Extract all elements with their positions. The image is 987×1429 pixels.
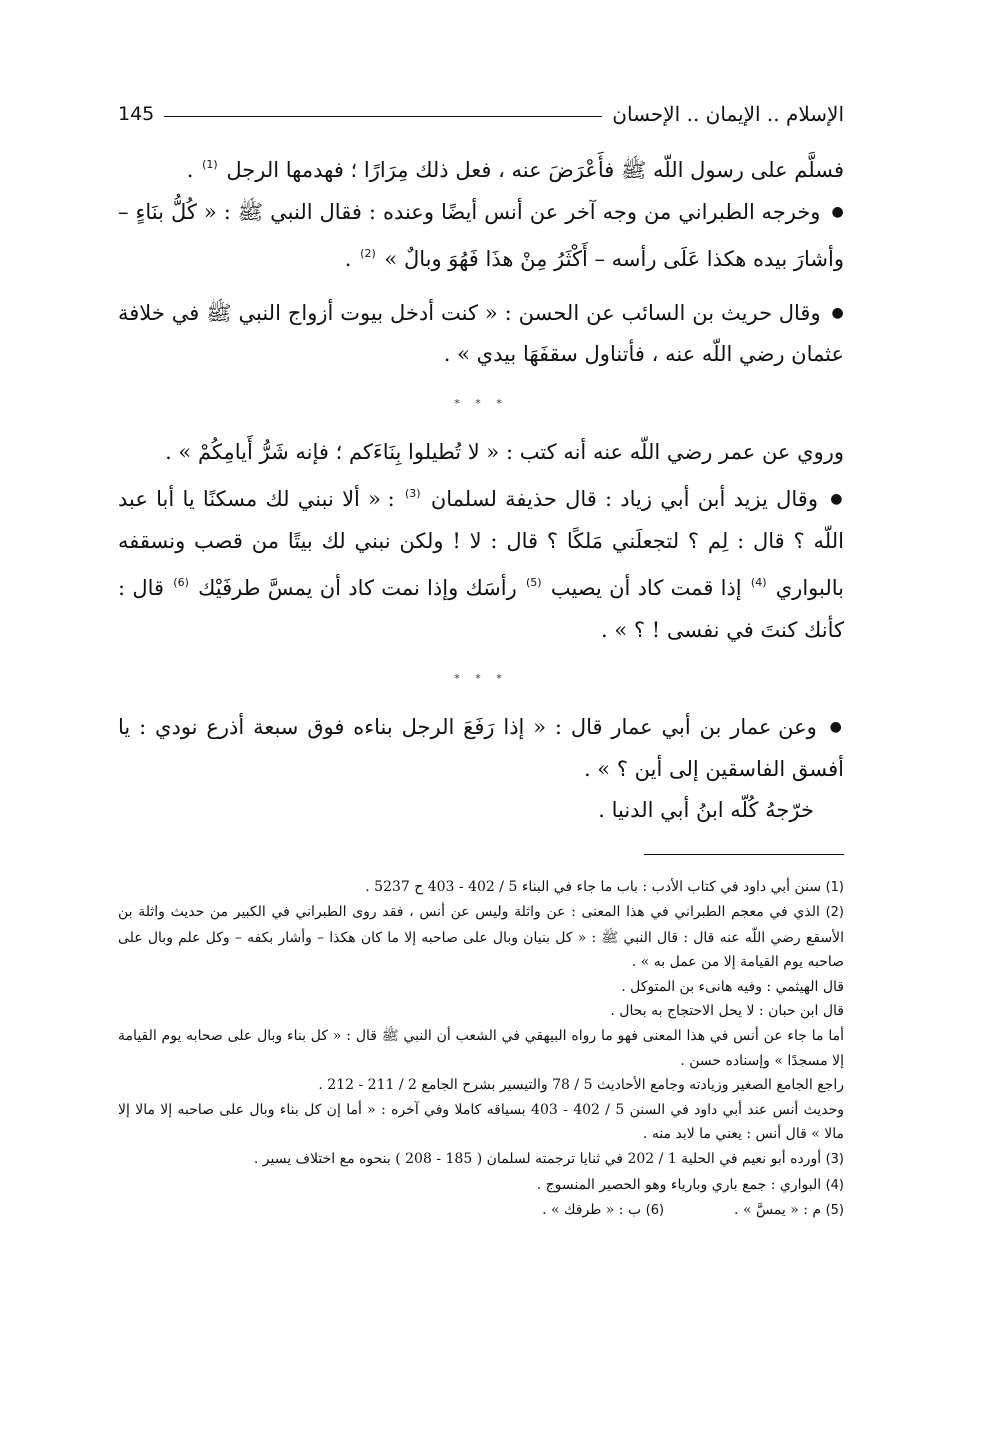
footnote-2-line-d: أما ما جاء عن أنس في هذا المعنى فهو ما رواه البيهقي في الشعب أن النبي ﷺ قال : « كل بناء وبال على صحابه يوم القيامة إلا مسجدًا » وإسناده حسن .	[118, 1028, 844, 1069]
bullet-icon: ●	[829, 719, 845, 735]
paragraph-4: وروي عن عمر رضي اللّه عنه أنه كتب : « لا تُطيلوا بِنَاءَكم ؛ فإنه شَرُّ أَيامِكُمْ » .	[165, 439, 844, 464]
footnote-ref-1[interactable]: (1)	[202, 158, 218, 171]
footnote-2: (2) الذي في معجم الطبراني في هذا المعنى : عن واثلة وليس عن أنس ، فقد روى الطبراني في الكبير من حديث واثلة بن الأسقع رضي اللّه عنه قال : قال النبي ﷺ : « كل بنيان وبال على صاحبه إلا ما كان هكذا – وأشار بكفه – وكل علم وبال على صاحبه يوم القيامة إلا من عمل به » .	[118, 904, 845, 971]
footnote-ref-3[interactable]: (3)	[404, 487, 421, 500]
running-header	[118, 92, 844, 136]
footnote-ref-4[interactable]: (4)	[750, 576, 767, 589]
bullet-icon: ●	[831, 203, 844, 220]
header-title: الإسلام .. الإيمان .. الإحسان	[612, 102, 844, 126]
paragraph-1: فسلَّم على رسول اللّه ﷺ فأَعْرَضَ عنه ، فعل ذلك مِرَارًا ؛ فهدمها الرجل $^{(1)}$ .	[186, 158, 844, 182]
footnote-1: (1) سنن أبي داود في كتاب الأدب : باب ما جاء في البناء 5 / 402 - 403 ح 5237 .	[365, 878, 844, 895]
paragraph-2: ● وخرجه الطبراني من وجه آخر عن أنس أيضًا وعنده : فقال النبي ﷺ : « كُلُّ بنَاءٍ – وأشارَ بيده هكذا عَلَى رأسه – أَكْثَرُ مِنْ هذَا فَهُوَ وبالٌ » $^{(2)}$ .	[118, 199, 844, 271]
paragraph-7: خرّجهُ كُلّه ابنُ أبي الدنيا .	[598, 798, 814, 822]
section-divider-stars: * * *	[454, 396, 508, 410]
footnote-2-line-c: قال ابن حبان : لا يحل الاحتجاج به بحال .	[610, 1003, 844, 1020]
page-number: 145	[118, 103, 155, 125]
footnote-row-5-6	[118, 1198, 844, 1224]
body-text	[118, 144, 844, 832]
footnote-4: (4) البواري : جمع باري وبارياء وهو الحصير المنسوج .	[536, 1176, 844, 1193]
paragraph-5: ● وقال يزيد أبن أبي زياد : قال حذيفة لسلمان $^{(3)}$ : « ألا نبني لك مسكنًا يا أبا عبد اللّه ؟ قال : لِم ؟ لتجعلَني مَلكًا ؟ قال : لا ! ولكن نبني لك بيتًا من قصب ونسقفه بالبواري $^{(4)}$ إذا قمت كاد أن يصيب $^{(5)}$ رأسَك وإذا نمت كاد أن يمسَّ طرفَيْك $^{(6)}$ قال : كأنك كنتَ في نفسى ! ؟ » .	[118, 487, 845, 642]
paragraph-3: ● وقال حريث بن السائب عن الحسن : « كنت أدخل بيوت أزواج النبي ﷺ في خلافة عثمان رضي اللّه عنه ، فأتناول سقفَهَا بيدي » .	[118, 300, 844, 366]
footnote-ref-5[interactable]: (5)	[525, 576, 542, 589]
footnote-6: (6) ب : « طرفك » .	[542, 1202, 665, 1219]
footnote-ref-2[interactable]: (2)	[360, 247, 376, 260]
bullet-icon: ●	[831, 304, 844, 321]
footnote-5: (5) م : « يمسَّ » .	[734, 1202, 844, 1219]
footnotes	[118, 875, 844, 1224]
paragraph-6: ● وعن عمار بن أبي عمار قال : « إذا رَفَعَ الرجل بناءه فوق سبعة أذرع نودي : يا أفسق الفاسقين إلى أين ؟ » .	[118, 715, 845, 781]
section-divider-stars: * * *	[454, 672, 508, 685]
book-page	[118, 92, 844, 1332]
footnote-2-line-f: وحديث أنس عند أبي داود في السنن 5 / 402 - 403 بسياقه كاملا وفي آخره : « أما إن كل بناء وبال على صاحبه إلا مالا إلا مالا » قال أنس : يعني ما لابد منه .	[118, 1101, 844, 1143]
footnote-separator	[644, 854, 844, 855]
footnote-2-line-e: راجع الجامع الصغير وزيادته وجامع الأحاديث 5 / 78 والتيسير بشرح الجامع 2 / 211 - 212 .	[318, 1077, 844, 1094]
footnote-2-line-b: قال الهيثمي : وفيه هانىء بن المتوكل .	[621, 978, 844, 995]
bullet-icon: ●	[830, 491, 845, 507]
header-rule	[164, 116, 602, 117]
footnote-ref-6[interactable]: (6)	[173, 576, 189, 589]
footnote-3: (3) أورده أبو نعيم في الحلية 1 / 202 في ثنايا ترجمته لسلمان ( 185 - 208 ) بنحوه مع اختلاف يسير .	[253, 1151, 844, 1168]
